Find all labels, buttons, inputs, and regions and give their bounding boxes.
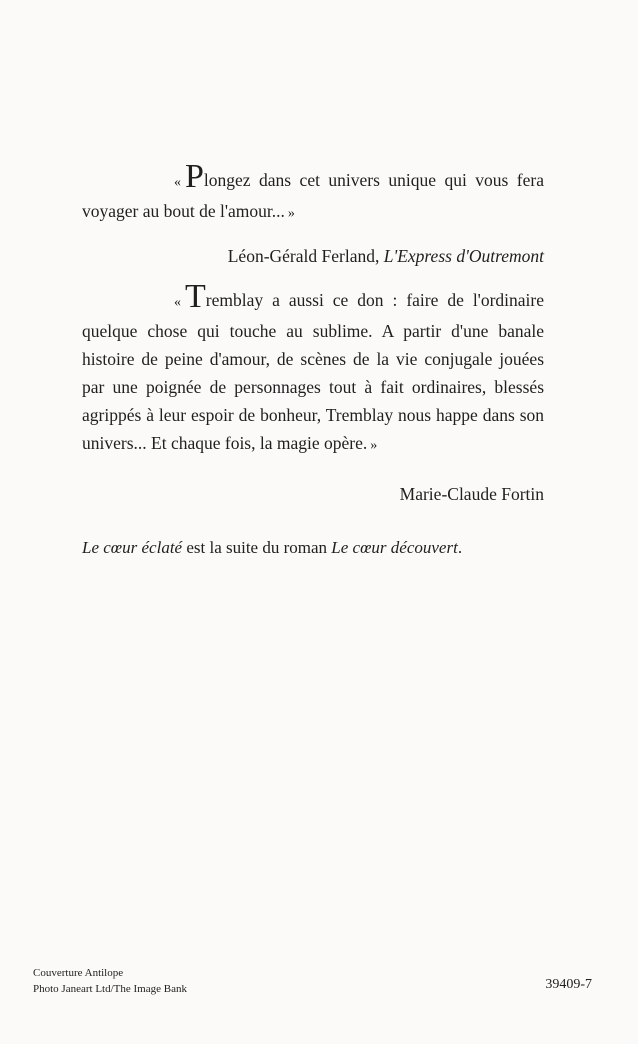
book-title: Le cœur éclaté xyxy=(82,538,183,557)
drop-cap: T xyxy=(185,278,206,315)
reviewer-name: Léon-Gérald Ferland, xyxy=(227,246,380,266)
closing-guillemet: » xyxy=(370,438,378,453)
reviewer-name: Marie-Claude Fortin xyxy=(399,484,544,504)
isbn-number: 39409-7 xyxy=(545,977,592,992)
cover-credits xyxy=(33,965,187,997)
previous-book-title: Le cœur découvert xyxy=(331,538,458,557)
review-quote-1 xyxy=(82,158,544,228)
review-quote-2 xyxy=(82,278,544,460)
sequel-note xyxy=(82,536,562,560)
quote-text: remblay a aussi ce don : faire de l'ordinaire quelque chose qui touche au sublime. A partir d'une banale histoire de peine d'amour, de scènes de la vie conjugale jouées par une poignée de personnages tout à fait ordinaires, blessés agrippés à leur espoir de bonheur, Tremblay nous happe dans son univers... Et chaque fois, la magie opère. xyxy=(82,290,544,453)
opening-guillemet: « xyxy=(174,175,181,190)
review-attribution-1 xyxy=(82,242,544,270)
note-text: est la suite du roman xyxy=(182,538,332,557)
quote-text: longez dans cet univers unique qui vous fera voyager au bout de l'amour... xyxy=(82,170,544,221)
drop-cap: P xyxy=(185,158,204,195)
note-end: . xyxy=(457,538,463,557)
photo-credit: Photo Janeart Ltd/The Image Bank xyxy=(33,983,187,995)
cover-design-credit: Couverture Antilope xyxy=(33,967,124,979)
closing-guillemet: » xyxy=(287,206,295,221)
opening-guillemet: « xyxy=(174,295,181,310)
review-attribution-2 xyxy=(82,480,544,508)
publication-name: L'Express d'Outremont xyxy=(383,246,544,266)
